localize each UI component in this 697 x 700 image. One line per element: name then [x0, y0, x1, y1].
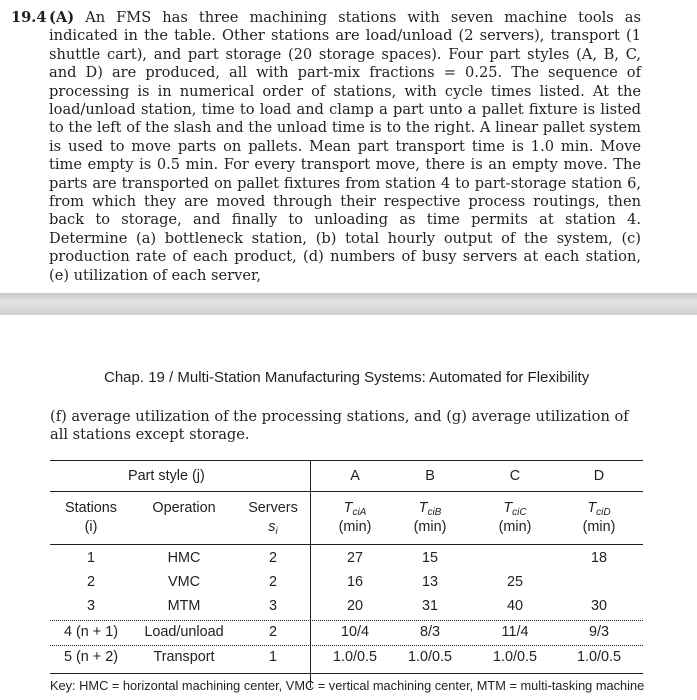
page-top [0, 0, 697, 293]
column-header-rule [50, 544, 643, 545]
table-row-5-operation: Transport [153, 649, 215, 665]
table-row-1-time-d: 18 [590, 550, 607, 566]
table-row-2-servers: 2 [268, 574, 277, 590]
table-row-4-servers: 2 [268, 624, 277, 640]
stations-header: Stations [65, 500, 117, 516]
part-style-label: Part style (j) [128, 468, 205, 484]
table-row-3-servers: 3 [268, 598, 277, 614]
table-bottom-rule [50, 673, 643, 674]
table-row-3-station: 3 [86, 598, 95, 614]
table-row-5-time-c: 1.0/0.5 [492, 649, 537, 665]
table-row-3-time-b: 31 [421, 598, 438, 614]
table-row-3-operation: MTM [167, 598, 201, 614]
table-key: Key: HMC = horizontal machining center, VMC = vertical machining center, MTM = multi-tasking machine [50, 678, 645, 693]
part-style-a: A [350, 468, 360, 484]
processing-stations-rule [50, 620, 643, 621]
table-row-5-time-a: 1.0/0.5 [332, 649, 377, 665]
problem-text: An FMS has three machining stations with seven machine tools as indicated in the table. Other stations are load/unload (2 servers), transport (1 shuttle cart), and part storage (20 storage spaces). Four part styles (A, B, C, and D) are produced, all with part-mix fractions = 0.25. The sequence of processing is in numerical order of stations, with cycle times listed. At the load/unload station, time to load and clamp a part unto a pallet fixture is listed to the left of the slash and the unload time is to the right. A linear pallet system is used to move parts on pallets. Mean part transport time is 1.0 min. Move time empty is 0.5 min. For every transport move, there is an empty move. The parts are transported on pallet fixtures from station 4 to part-storage station 6, from which they are moved through their respective process routings, then back to storage, and finally to unloading as time permits at station 4. Determine (a) bottleneck station, (b) total hourly output of the system, (c) production rate of each product, (d) numbers of busy servers at each station, (e) utilization of each server, [49, 9, 641, 284]
time-unit-b: (min) [413, 519, 447, 535]
table-row-1-station: 1 [86, 550, 95, 566]
table-row-2-station: 2 [86, 574, 95, 590]
problem-statement [11, 9, 641, 285]
table-row-2-time-b: 13 [421, 574, 438, 590]
continuation-text: (f) average utilization of the processing stations, and (g) average utilization of all stations except storage. [50, 408, 629, 444]
page-separator [0, 293, 697, 315]
time-header-c: $T_{ciC}$ [503, 500, 527, 518]
table-row-2-time-a: 16 [346, 574, 363, 590]
table-row-4-time-c: 11/4 [501, 624, 529, 640]
table-row-2-operation: VMC [168, 574, 200, 590]
table-row-4-time-a: 10/4 [340, 624, 369, 640]
time-unit-a: (min) [338, 519, 372, 535]
table-row-5-servers: 1 [268, 649, 277, 665]
table-row-2-time-c: 25 [506, 574, 523, 590]
part-style-d: D [593, 468, 605, 484]
table-row-4-station: 4 (n + 1) [64, 624, 118, 640]
table-row-4-time-d: 9/3 [588, 624, 609, 640]
table-row-3-time-c: 40 [506, 598, 523, 614]
problem-difficulty-tag: (A) [49, 9, 75, 26]
time-unit-d: (min) [582, 519, 616, 535]
time-header-b: $T_{ciB}$ [418, 500, 442, 518]
table-row-3-time-a: 20 [346, 598, 363, 614]
table-row-4-time-b: 8/3 [419, 624, 440, 640]
problem-body [49, 9, 641, 285]
problem-number: 19.4 [11, 9, 47, 26]
header-rule [50, 491, 643, 492]
table-row-3-time-d: 30 [590, 598, 607, 614]
part-style-b: B [425, 468, 435, 484]
stations-index: (i) [84, 519, 98, 535]
table-row-5-time-d: 1.0/0.5 [576, 649, 621, 665]
table-row-1-servers: 2 [268, 550, 277, 566]
operation-header: Operation [152, 500, 216, 516]
table-row-5-time-b: 1.0/0.5 [407, 649, 452, 665]
part-style-c: C [509, 468, 521, 484]
table-row-5-station: 5 (n + 2) [64, 649, 118, 665]
table-row-1-time-b: 15 [421, 550, 438, 566]
time-header-a: $T_{ciA}$ [343, 500, 367, 518]
table-row-4-operation: Load/unload [144, 624, 224, 640]
time-header-d: $T_{ciD}$ [587, 500, 611, 518]
table-row-1-time-a: 27 [346, 550, 363, 566]
servers-symbol: $s_i$ [268, 519, 278, 537]
page-bottom [0, 315, 697, 700]
time-unit-c: (min) [498, 519, 532, 535]
load-unload-rule [50, 645, 643, 646]
table-divider [310, 460, 311, 688]
table-top-rule [50, 460, 643, 461]
running-head: Chap. 19 / Multi-Station Manufacturing Systems: Automated for Flexibility [104, 369, 590, 386]
servers-header: Servers [248, 500, 298, 516]
table-row-1-operation: HMC [167, 550, 201, 566]
